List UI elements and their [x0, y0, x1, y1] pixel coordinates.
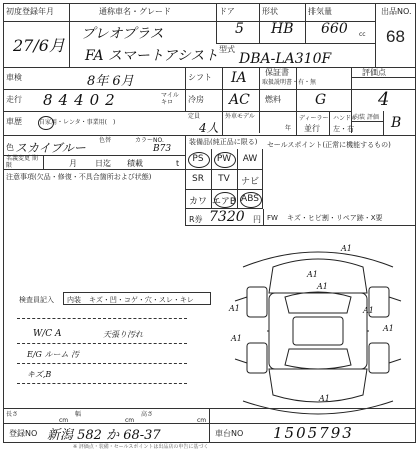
height-label: 高さ — [141, 411, 154, 418]
equipment-item: ABS — [241, 194, 259, 204]
damage-mark: A1 — [229, 304, 240, 313]
mileage-value: 84402 — [43, 91, 121, 109]
auction-sheet — [3, 3, 416, 450]
color-value: スカイブルー — [15, 141, 86, 155]
ac-value: AC — [229, 92, 250, 108]
inspector-options-box — [63, 292, 211, 305]
inspector-options: キズ・凹・コゲ・穴・スレ・キレ — [89, 296, 194, 304]
score-label: 評価点 — [362, 68, 386, 77]
equipment-item: ナビ — [240, 177, 259, 187]
interior-value: B — [391, 115, 402, 131]
damage-mark: A1 — [231, 334, 242, 343]
width-unit: cm — [125, 417, 135, 424]
lot-value: 68 — [386, 27, 405, 46]
equipment-title: 装備品(純正品に限る) — [189, 138, 258, 146]
length-unit: cm — [59, 417, 69, 424]
equipment-item: PW — [216, 154, 232, 164]
shift-value: IA — [231, 70, 247, 86]
damage-mark: A1 — [363, 306, 374, 315]
history-label: 車歴 — [6, 117, 22, 126]
fuel-value: G — [315, 92, 327, 108]
equipment-item: カワ — [188, 197, 207, 207]
width-label: 幅 — [75, 411, 82, 418]
dealer-label: ディーラー — [299, 115, 329, 122]
kg-label: t — [176, 159, 180, 168]
sales-point-title: セールスポイント(正常に機能するもの) — [267, 141, 391, 149]
inspector-sub: 内装 — [67, 296, 81, 304]
equipment-item: AW — [242, 154, 258, 164]
damage-legend: キズ・ヒビ割・リペア跡・X要 — [287, 214, 383, 222]
color-no-value: B73 — [153, 144, 172, 154]
notice-label: 注意事項(欠品・修復・不具合箇所および状態) — [6, 173, 152, 181]
inspector-label: 検査員記入 — [19, 296, 54, 304]
shift-label: シフト — [188, 73, 212, 82]
history-options: 自家用・レンタ・事業用( ) — [39, 119, 116, 126]
shaken-label: 車検 — [6, 73, 22, 82]
capacity-label: 定員 — [188, 113, 201, 120]
door-label: ドア — [219, 7, 235, 16]
chassis-value: 1505793 — [273, 424, 354, 442]
r-label: R券 — [189, 215, 203, 224]
handle-value: 左・右 — [333, 125, 354, 133]
shape-value: HB — [271, 21, 294, 37]
equipment-item: PS — [192, 154, 204, 164]
dealer-value: 並行 — [304, 124, 320, 133]
grade-value: FA スマートアシスト — [85, 48, 219, 64]
r-value: 7320 — [209, 209, 245, 225]
mileage-unit: マイル キロ — [161, 92, 179, 106]
equipment-item: SR — [192, 174, 204, 184]
color-label: 色 — [6, 143, 14, 152]
height-unit: cm — [197, 417, 207, 424]
score-value: 4 — [378, 89, 390, 110]
month-label: 月 — [69, 159, 77, 168]
damage-mark: A1 — [341, 244, 352, 253]
car-diagram — [223, 231, 413, 426]
shape-label: 形状 — [262, 7, 278, 16]
damage-mark: A1 — [319, 394, 330, 403]
warranty-sub2: 取扱説明書・有・無 — [262, 79, 317, 86]
model-year-unit: 年 — [285, 125, 292, 132]
displacement-label: 排気量 — [308, 7, 332, 16]
displacement-value: 660 — [321, 21, 348, 37]
reg-value: 新潟 582 か 68-37 — [47, 428, 161, 443]
color-no-label: カラーNO. — [135, 137, 164, 144]
name-change-label: 名義変更 期限 — [6, 155, 38, 169]
warranty-label: 保証書 — [265, 68, 289, 77]
inspector-line2: E/G ルーム 汚 — [27, 350, 80, 359]
reg-label: 登録NO — [9, 429, 38, 438]
model-year-label: 外車モデル — [225, 113, 255, 120]
shaken-value: 8年 6月 — [87, 74, 134, 89]
handle-label: ハンドル — [333, 115, 358, 122]
length-label: 長さ — [6, 411, 19, 418]
door-value: 5 — [235, 21, 244, 37]
recycle-label: 積載 — [127, 159, 143, 168]
damage-mark: A1 — [307, 270, 318, 279]
type-label: 型式 — [219, 45, 235, 54]
ac-label: 冷房 — [188, 95, 204, 104]
original-label: 色替 — [99, 137, 112, 144]
inspector-line1b: 天張り汚れ — [103, 330, 143, 339]
inspector-line1: W/C A — [33, 329, 62, 339]
type-value: DBA-LA310F — [239, 51, 332, 67]
first-reg-value: 27/6月 — [13, 36, 65, 55]
capacity-value: 4人 — [199, 121, 219, 135]
mileage-label: 走行 — [6, 95, 22, 104]
interior-label: 内装 評価 — [353, 114, 379, 121]
day-label: 日迄 — [95, 159, 111, 168]
damage-mark: A1 — [317, 282, 328, 291]
bottom-note: ※ 評価点・装備・セールスポイントは出品店の申告に基づく — [73, 444, 209, 450]
lot-label: 出品NO. — [381, 7, 412, 16]
damage-mark: A1 — [383, 324, 394, 333]
model-label: 通称車名・グレード — [99, 7, 171, 16]
first-reg-label: 初度登録年月 — [6, 7, 54, 16]
chassis-label: 車台NO — [215, 429, 244, 438]
r-unit: 円 — [253, 215, 261, 224]
inspector-line3: キズ,B — [27, 370, 52, 379]
legend-fw: FW — [267, 214, 278, 222]
equipment-item: エアB — [211, 197, 237, 207]
model-name: プレオプラス — [81, 26, 164, 42]
fuel-label: 燃料 — [265, 95, 281, 104]
displacement-unit: cc — [359, 31, 366, 38]
damage-marks — [228, 244, 394, 403]
equipment-item: TV — [218, 174, 230, 184]
